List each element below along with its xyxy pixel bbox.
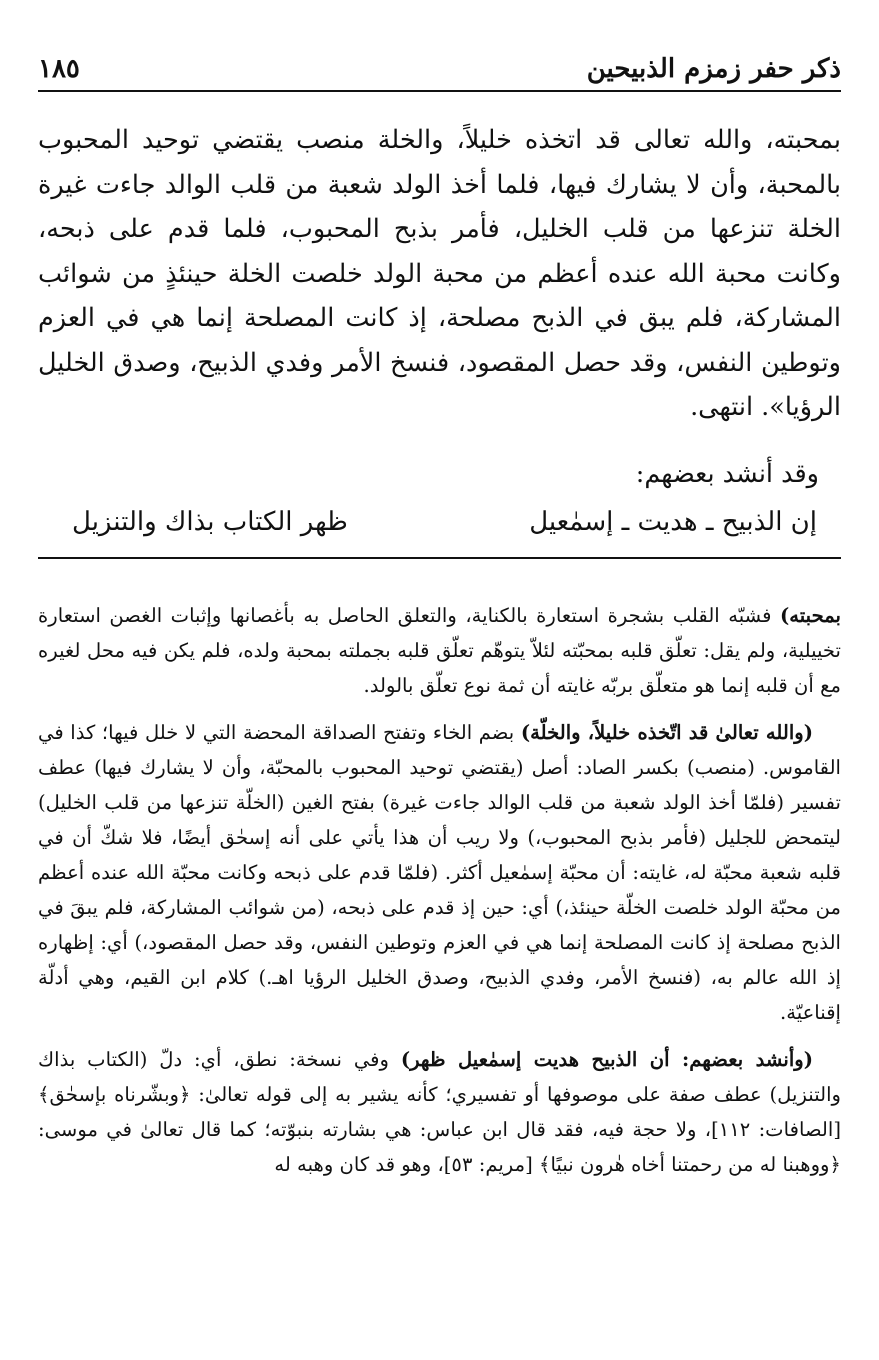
commentary-paragraph [38,715,841,1030]
verse-second-hemistich: ظهر الكتاب بذاك والتنزيل [72,507,348,537]
poem-verse [38,500,841,544]
commentary-lemma: بمحبته) [779,604,841,627]
commentary-paragraph [38,598,841,703]
commentary-text: فشبّه القلب بشجرة استعارة بالكناية، والتعلق الحاصل به بأغصانها وإثبات الغصن استعارة تخييلية، ولم يقل: تعلّق قلبه بمحبّته لئلاّ يتوهّم تعلّق قلبه بجملته بمحبة ولده، فلم يكن فيه محل لغيره مع أن قلبه إنما هو متعلّق بربّه غايته أن ثمة نوع تعلّق بالولد. [38,604,841,697]
commentary-text: وفي نسخة: نطق، أي: دلّ (الكتاب بذاك والتنزيل) عطف صفة على موصوفها أو تفسيري؛ كأنه يشير به إلى قوله تعالىٰ: ﴿وبشّرناه بإسحٰق﴾ [الصافات: ١١٢]، ولا حجة فيه، فقد قال ابن عباس: هي بشارته بنبوّته؛ كما قال تعالىٰ في موسى: ﴿ووهبنا له من رحمتنا أخاه هٰرون نبيًا﴾ [مريم: ٥٣]، وهو قد كان وهبه له [38,1048,841,1176]
poem-intro: وقد أنشد بعضهم: [635,458,819,489]
page-number: ١٨٥ [38,54,80,84]
footnote-separator [38,557,841,559]
running-title: ذكر حفر زمزم الذبيحين [586,54,841,84]
commentary-lemma: (والله تعالىٰ قد اتّخذه خليلاً، والخلّة) [520,721,813,744]
page-header [38,44,841,92]
commentary-text: بضم الخاء وتفتح الصداقة المحضة التي لا خلل فيها؛ كذا في القاموس. (منصب) بكسر الصاد: أصل (يقتضي توحيد المحبوب بالمحبّة، وأن لا يشارك فيها) عطف تفسير (فلمّا أخذ الولد شعبة من قلب الوالد جاءت غيرة) بفتح الغين (الخلّة تنزعها من قلب الخليل) ليتمحض للجليل (فأمر بذبح المحبوب،) ولا ريب أن هذا يأتي على أنه إسحٰق أيضًا، فلا شكّ أن في قلبه شعبة محبّة له، غايته: أن محبّة إسمٰعيل أكثر. (فلمّا قدم على ذبحه وكانت محبّة الله عنده أعظم من محبّة الولد خلصت الخلّة حينئذ،) أي: حين إذ قدم على ذبحه، (من شوائب المشاركة، فلم يبقَ في الذبح مصلحة إذ كانت المصلحة إنما هي في العزم وتوطين النفس، وقد حصل المقصود،) أي: إظهاره إذ الله عالم به، (فنسخ الأمر، وفدي الذبيح، وصدق الخليل الرؤيا اهـ.) كلام ابن القيم، وهي أدلّة إقناعيّة. [38,721,841,1024]
commentary-paragraph [38,1042,841,1182]
main-text [38,118,841,544]
commentary-lemma: (وأنشد بعضهم: أن الذبيح هديت إسمٰعيل ظهر) [400,1048,813,1071]
main-paragraph: بمحبته، والله تعالى قد اتخذه خليلاً، والخلة منصب يقتضي توحيد المحبوب بالمحبة، وأن لا يشارك فيها، فلما أخذ الولد شعبة من قلب الوالد جاءت غيرة الخلة تنزعها من قلب الخليل، فأمر بذبح المحبوب، فلما قدم على ذبحه، وكانت محبة الله عنده أعظم من محبة الولد خلصت الخلة حينئذٍ من شوائب المشاركة، فلم يبق في الذبح مصلحة، إذ كانت المصلحة إنما هي في العزم وتوطين النفس، وقد حصل المقصود، فنسخ الأمر وفدي الذبيح، وصدق الخليل الرؤيا». انتهى. [38,125,841,422]
commentary [38,598,841,1194]
verse-first-hemistich: إن الذبيح ـ هديت ـ إسمٰعيل [529,507,817,537]
